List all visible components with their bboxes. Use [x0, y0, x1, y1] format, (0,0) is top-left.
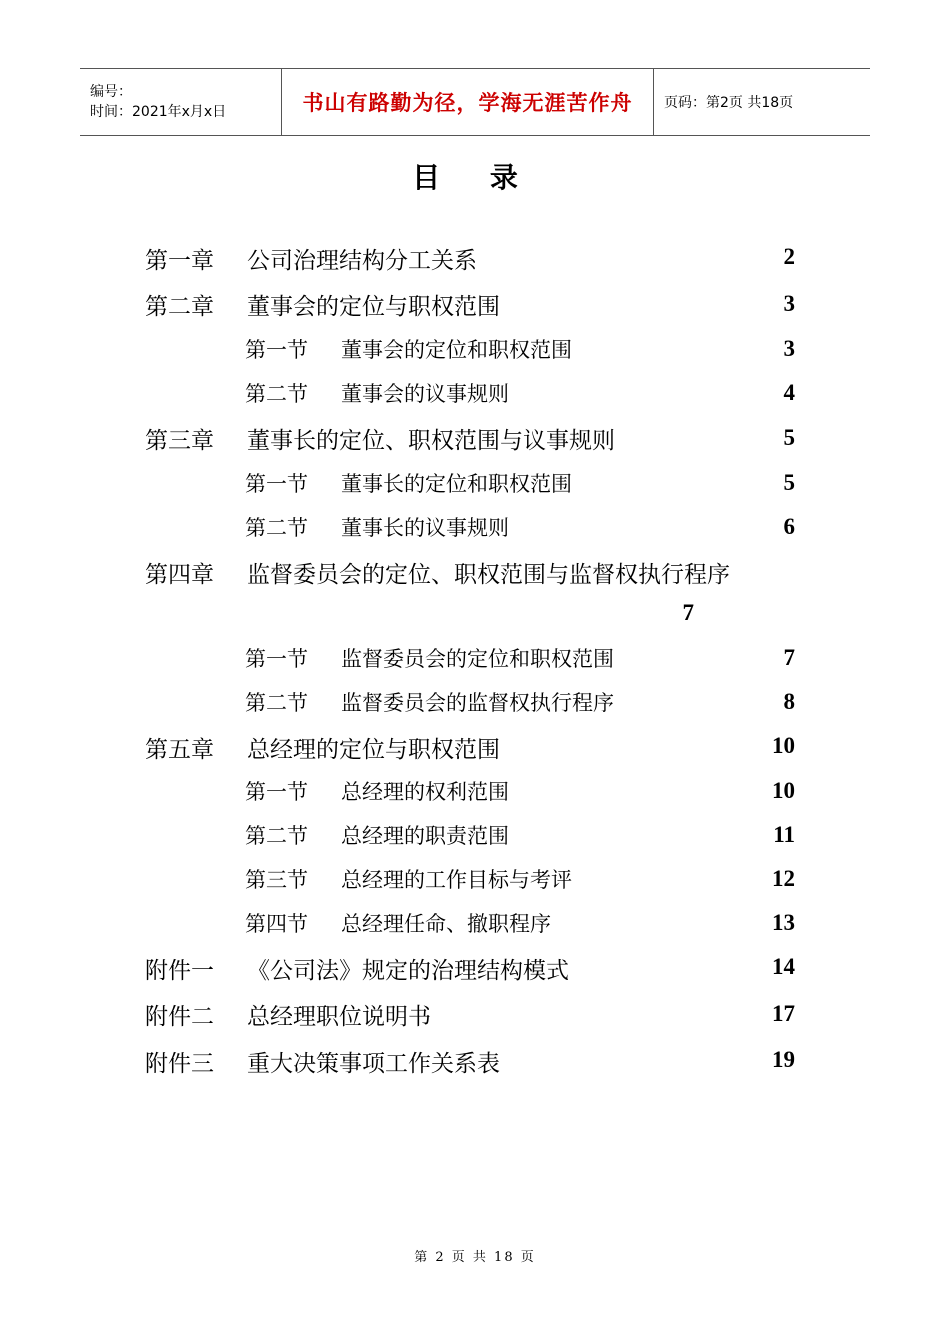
- toc-entry-page: 3: [783, 291, 795, 316]
- toc-entry-label: 第一节: [245, 472, 308, 496]
- toc-entry-text: 总经理的职责范围: [341, 824, 509, 848]
- toc-entry-page: 7: [682, 600, 694, 625]
- toc-entry-page: 19: [772, 1047, 795, 1072]
- toc-entry-page: 10: [772, 778, 795, 803]
- toc-entry-page: 7: [783, 645, 795, 670]
- toc-entry-text: 《公司法》规定的治理结构模式: [247, 958, 569, 984]
- toc-entry-text: 总经理职位说明书: [247, 1004, 431, 1030]
- toc-entry-label: 第一章: [145, 248, 214, 274]
- toc-entry-label: 第二节: [245, 691, 308, 715]
- toc-entry-label: 第二节: [245, 382, 308, 406]
- toc-entry-page: 3: [783, 336, 795, 361]
- toc-entry-text: 监督委员会的监督权执行程序: [341, 691, 614, 715]
- toc-entry-page: 12: [772, 866, 795, 891]
- toc-entry-page: 14: [772, 954, 795, 979]
- toc-entry-text: 监督委员会的定位和职权范围: [341, 647, 614, 671]
- toc-entry-label: 第一节: [245, 780, 308, 804]
- header-motto: 书山有路勤为径，学海无涯苦作舟: [302, 91, 633, 115]
- toc-entry-label: 第一节: [245, 647, 308, 671]
- toc-entry-page: 4: [783, 380, 795, 405]
- toc-entry-label: 第三章: [145, 428, 214, 454]
- toc-entry-page: 5: [783, 470, 795, 495]
- toc-entry-label: 第五章: [145, 737, 214, 763]
- toc-entry-text: 总经理任命、撤职程序: [341, 912, 551, 936]
- page-footer: 第 2 页 共 18 页: [414, 1250, 536, 1265]
- toc-entry-label: 第四章: [145, 562, 214, 588]
- toc-entry-label: 附件二: [145, 1004, 214, 1030]
- toc-entry-page: 13: [772, 910, 795, 935]
- toc-entry-page: 17: [772, 1001, 795, 1026]
- toc-entry-page: 11: [773, 822, 795, 847]
- document-number-label: 编号：: [90, 84, 132, 100]
- toc-entry-text: 董事长的定位、职权范围与议事规则: [247, 428, 615, 454]
- toc-entry-page: 8: [783, 689, 795, 714]
- toc-entry-label: 第一节: [245, 338, 308, 362]
- toc-entry-page: 6: [783, 514, 795, 539]
- toc-entry-text: 董事长的定位和职权范围: [341, 472, 572, 496]
- toc-entry-label: 第二节: [245, 824, 308, 848]
- toc-entry-label: 附件一: [145, 958, 214, 984]
- toc-entry-text: 董事会的议事规则: [341, 382, 509, 406]
- toc-entry-page: 5: [783, 425, 795, 450]
- toc-entry-text: 重大决策事项工作关系表: [247, 1051, 500, 1077]
- toc-entry-text: 公司治理结构分工关系: [247, 248, 477, 274]
- toc-entry-label: 第二节: [245, 516, 308, 540]
- header-page-info: 页码：第2页 共18页: [664, 95, 794, 111]
- toc-entry-label: 第四节: [245, 912, 308, 936]
- toc-entry-page: 10: [772, 733, 795, 758]
- toc-entry-text: 总经理的工作目标与考评: [341, 868, 572, 892]
- toc-entry-text: 总经理的权利范围: [341, 780, 509, 804]
- toc-entry-text: 监督委员会的定位、职权范围与监督权执行程序: [247, 562, 730, 588]
- document-date: 时间：2021年x月x日: [90, 104, 227, 120]
- toc-entry-text: 董事会的定位与职权范围: [247, 294, 500, 320]
- toc-entry-text: 总经理的定位与职权范围: [247, 737, 500, 763]
- toc-entry-label: 第二章: [145, 294, 214, 320]
- toc-entry-label: 附件三: [145, 1051, 214, 1077]
- toc-entry-page: 2: [783, 244, 795, 269]
- toc-entry-text: 董事长的议事规则: [341, 516, 509, 540]
- toc-entry-label: 第三节: [245, 868, 308, 892]
- toc-entry-text: 董事会的定位和职权范围: [341, 338, 572, 362]
- toc-title: 目 录: [412, 161, 538, 194]
